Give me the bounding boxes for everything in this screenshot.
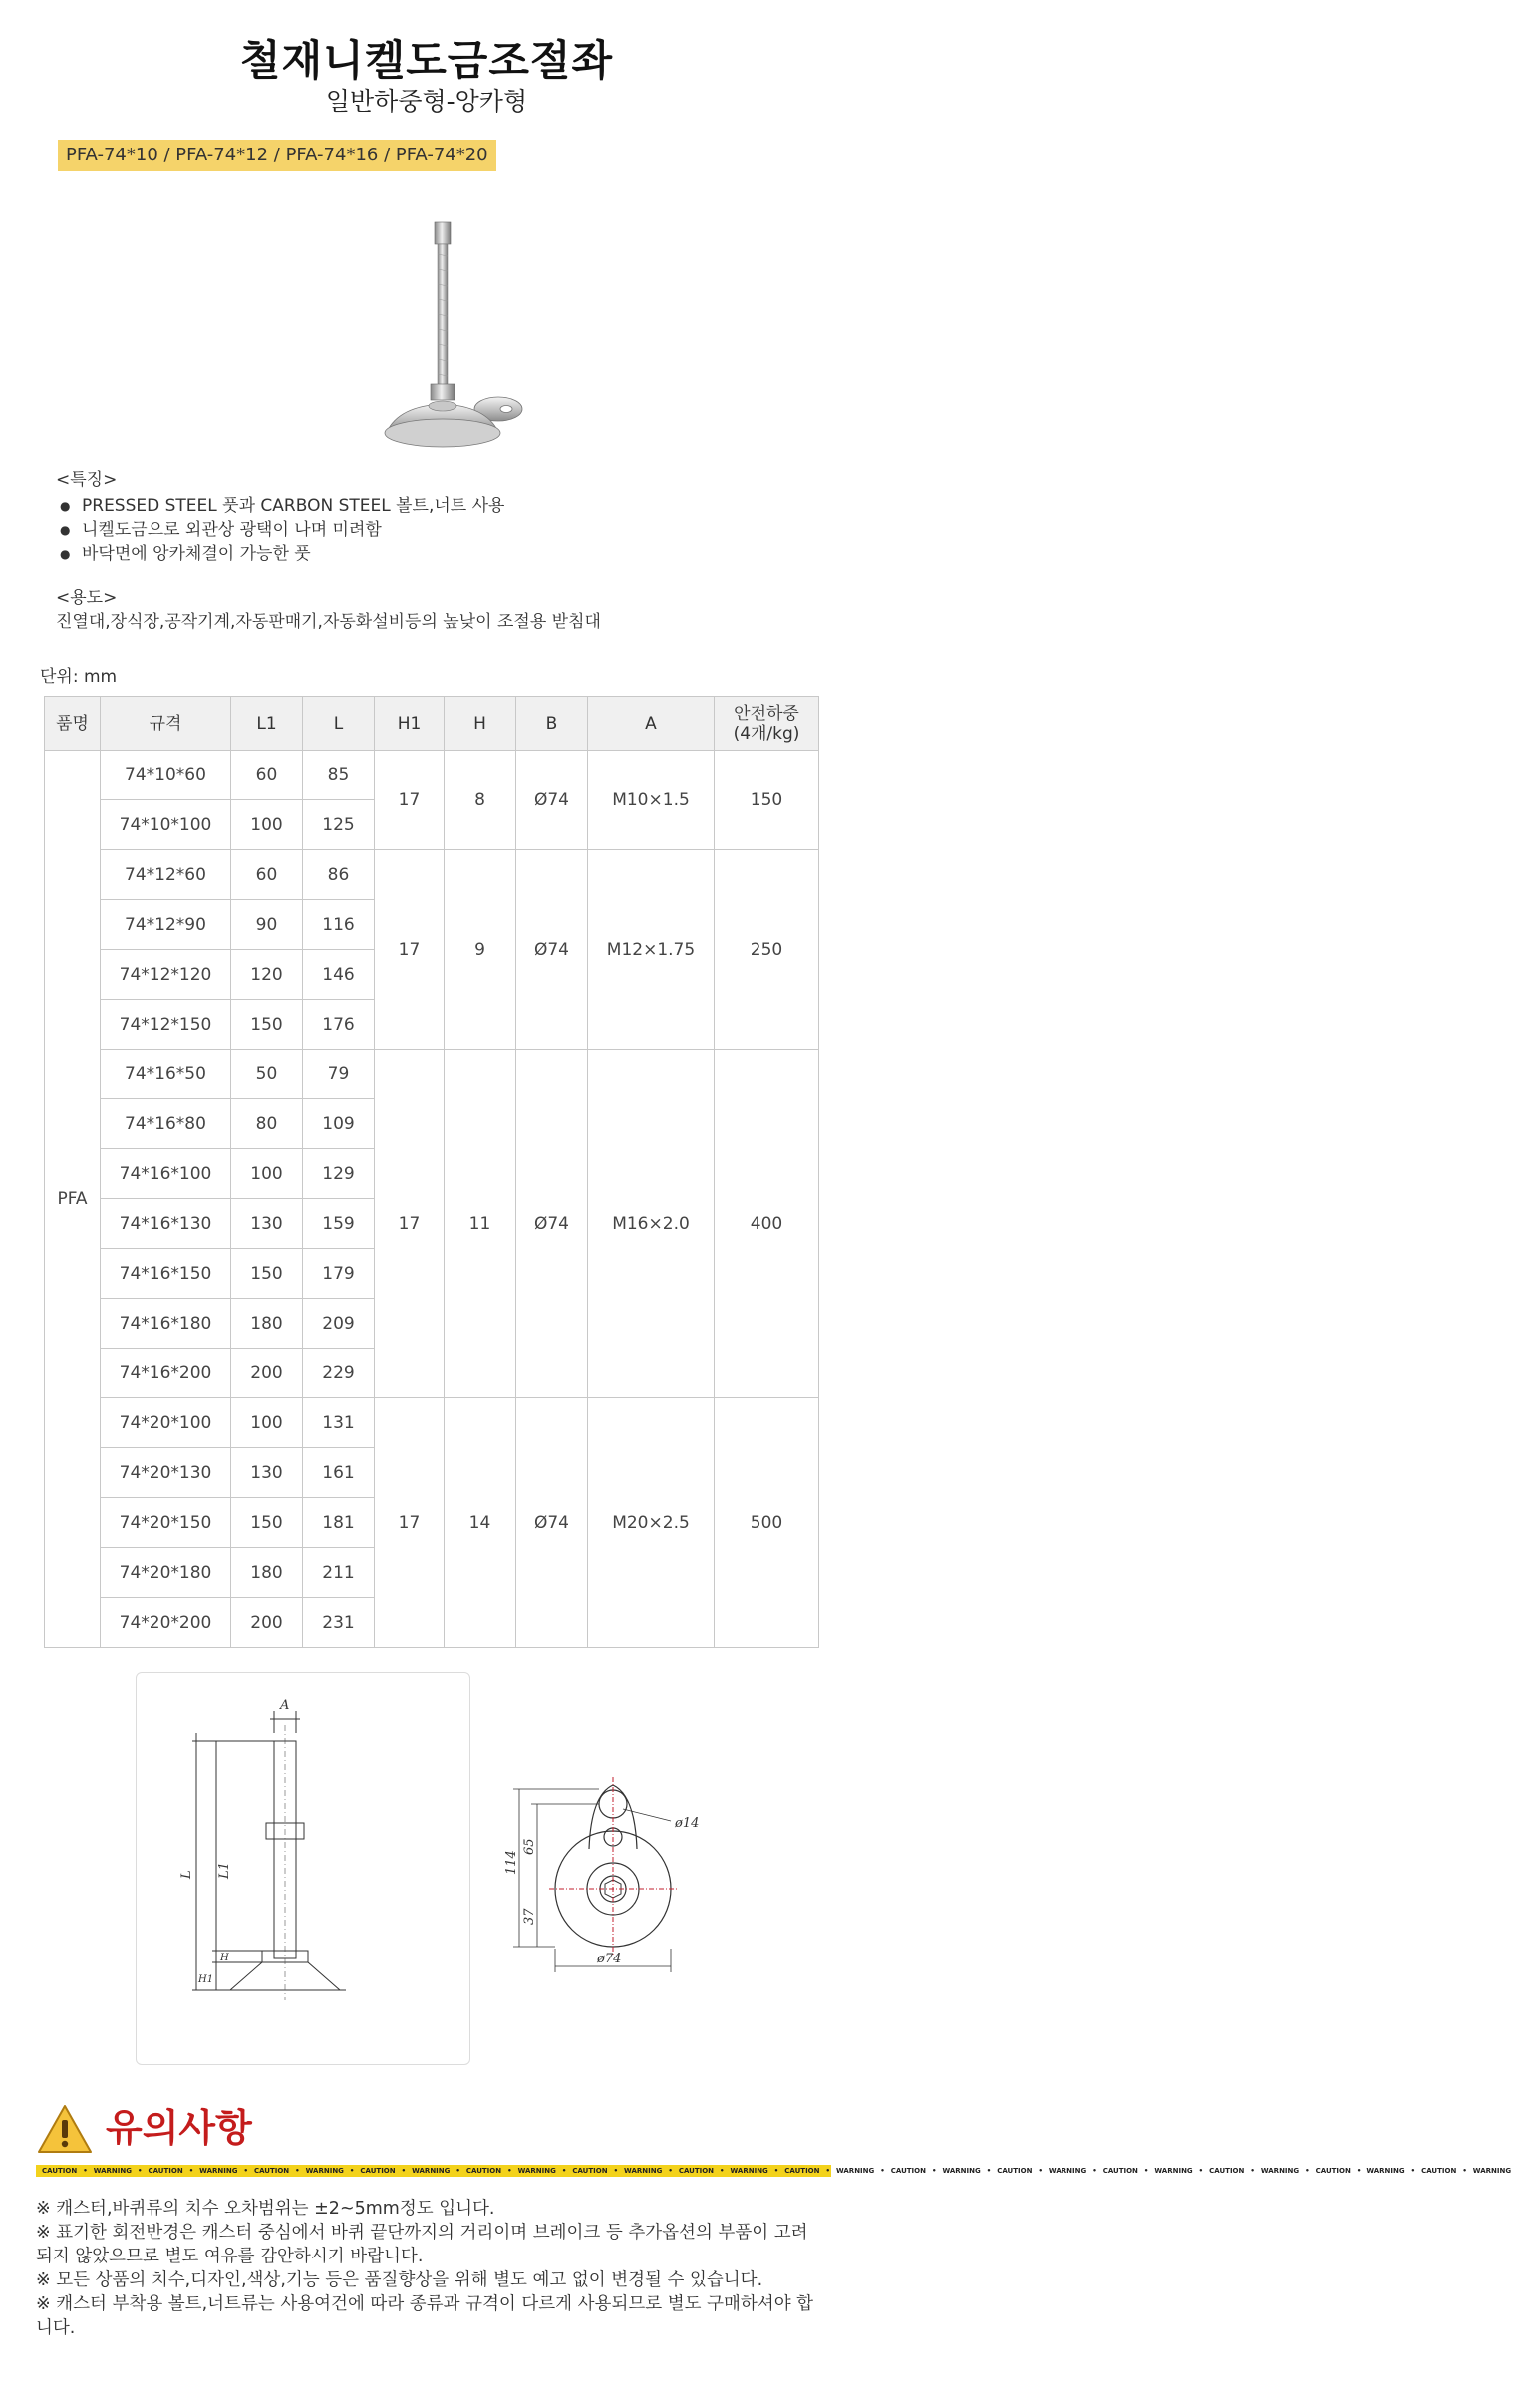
model-list-highlight: PFA-74*10 / PFA-74*12 / PFA-74*16 / PFA-74*20: [58, 140, 496, 171]
feature-item: ● PRESSED STEEL 풋과 CARBON STEEL 볼트,너트 사용: [56, 494, 504, 518]
col-header-l: L: [303, 697, 375, 751]
table-header-row: [45, 697, 819, 751]
spec-cell: 74*12*150: [101, 1000, 231, 1050]
stripe-word: CAUTION: [784, 2167, 820, 2175]
notice-line: ※ 모든 상품의 치수,디자인,색상,기능 등은 품질향상을 위해 별도 예고 없이 변경될 수 있습니다.: [36, 2270, 763, 2290]
a-cell: M10×1.5: [588, 751, 715, 850]
stripe-separator: •: [1462, 2167, 1467, 2175]
product-photo: [359, 214, 528, 458]
col-header-load: 안전하중 (4개/kg): [715, 697, 819, 751]
dim-l1-label: L1: [217, 1862, 232, 1879]
col-header-spec: 규격: [101, 697, 231, 751]
stripe-separator: •: [1250, 2167, 1255, 2175]
spec-cell: 74*12*120: [101, 950, 231, 1000]
stripe-separator: •: [349, 2167, 355, 2175]
spec-cell: 74*16*80: [101, 1099, 231, 1149]
l1-cell: 100: [231, 1398, 303, 1448]
page-subtitle: 일반하중형-앙카형: [325, 87, 528, 116]
l-cell: 229: [303, 1349, 375, 1398]
uses-text: 진열대,장식장,공작기계,자동판매기,자동화설비등의 높낮이 조절용 받침대: [56, 612, 601, 632]
h-cell: 9: [445, 850, 516, 1050]
spec-cell: 74*20*180: [101, 1548, 231, 1598]
h-cell: 14: [445, 1398, 516, 1648]
features-list: [56, 494, 504, 566]
stripe-word: CAUTION: [1315, 2167, 1351, 2175]
b-cell: Ø74: [516, 751, 588, 850]
stripe-word: CAUTION: [148, 2167, 183, 2175]
spec-cell: 74*16*100: [101, 1149, 231, 1199]
stripe-word: WARNING: [1366, 2167, 1405, 2175]
dim-d74-label: ø74: [597, 1952, 622, 1966]
dim-l-label: L: [179, 1870, 194, 1879]
l1-cell: 150: [231, 1249, 303, 1299]
col-header-l1: L1: [231, 697, 303, 751]
stripe-word: WARNING: [1260, 2167, 1300, 2175]
stripe-separator: •: [137, 2167, 143, 2175]
l1-cell: 200: [231, 1598, 303, 1648]
l1-cell: 130: [231, 1448, 303, 1498]
dim-37-label: 37: [522, 1908, 537, 1925]
stripe-word: CAUTION: [42, 2167, 78, 2175]
l1-cell: 50: [231, 1050, 303, 1099]
table-row: [45, 1398, 819, 1448]
h1-cell: 17: [375, 1398, 445, 1648]
uses-section: [56, 586, 601, 634]
warning-icon: [36, 2103, 94, 2155]
notice-line: ※ 캐스터 부착용 볼트,너트류는 사용여건에 따라 종류과 규격이 다르게 사용되므로 별도 구매하셔야 합니다.: [36, 2294, 814, 2338]
stripe-separator: •: [561, 2167, 567, 2175]
col-header-h: H: [445, 697, 516, 751]
spec-cell: 74*16*150: [101, 1249, 231, 1299]
notice-line: ※ 표기한 회전반경은 캐스터 중심에서 바퀴 끝단까지의 거리이며 브레이크 등 추가옵션의 부품이 고려되지 않았으므로 별도 여유를 감안하시기 바랍니다.: [36, 2223, 808, 2266]
stripe-word: CAUTION: [253, 2167, 290, 2175]
l1-cell: 200: [231, 1349, 303, 1398]
stripe-separator: •: [295, 2167, 300, 2175]
stripe-separator: •: [720, 2167, 725, 2175]
l1-cell: 90: [231, 900, 303, 950]
stripe-separator: •: [401, 2167, 407, 2175]
col-header-a: A: [588, 697, 715, 751]
stripe-separator: •: [243, 2167, 248, 2175]
stripe-word: CAUTION: [360, 2167, 396, 2175]
stripe-word: WARNING: [942, 2167, 981, 2175]
dim-114-label: 114: [504, 1850, 519, 1875]
h1-cell: 17: [375, 850, 445, 1050]
stripe-separator: •: [1198, 2167, 1204, 2175]
unit-label: 단위: mm: [40, 667, 118, 687]
stripe-word: WARNING: [412, 2167, 451, 2175]
spec-cell: 74*12*90: [101, 900, 231, 950]
stripe-word: CAUTION: [1102, 2167, 1138, 2175]
col-header-name: 품명: [45, 697, 101, 751]
stripe-separator: •: [613, 2167, 619, 2175]
l-cell: 146: [303, 950, 375, 1000]
stripe-word: WARNING: [517, 2167, 556, 2175]
stripe-word: CAUTION: [678, 2167, 715, 2175]
stripe-separator: •: [507, 2167, 512, 2175]
b-cell: Ø74: [516, 1398, 588, 1648]
l-cell: 159: [303, 1199, 375, 1249]
l-cell: 161: [303, 1448, 375, 1498]
stripe-word: CAUTION: [1421, 2167, 1457, 2175]
stripe-word: CAUTION: [1209, 2167, 1245, 2175]
l-cell: 211: [303, 1548, 375, 1598]
load-cell: 400: [715, 1050, 819, 1398]
dim-h1-label: H1: [198, 1974, 214, 1985]
h-cell: 11: [445, 1050, 516, 1398]
stripe-word: WARNING: [1472, 2167, 1512, 2175]
b-cell: Ø74: [516, 1050, 588, 1398]
page-title: 철재니켈도금조절좌: [239, 36, 614, 85]
spec-cell: 74*20*200: [101, 1598, 231, 1648]
stripe-separator: •: [880, 2167, 885, 2175]
top-view-drawing: [491, 1699, 721, 2028]
features-section: [56, 468, 504, 566]
stripe-word: CAUTION: [465, 2167, 502, 2175]
l1-cell: 100: [231, 800, 303, 850]
product-name-cell: PFA: [45, 751, 101, 1648]
col-header-b: B: [516, 697, 588, 751]
stripe-word: WARNING: [1154, 2167, 1193, 2175]
stripe-separator: •: [188, 2167, 194, 2175]
stripe-word: CAUTION: [997, 2167, 1033, 2175]
a-cell: M20×2.5: [588, 1398, 715, 1648]
stripe-word: WARNING: [624, 2167, 663, 2175]
l1-cell: 80: [231, 1099, 303, 1149]
stripe-separator: •: [773, 2167, 779, 2175]
l-cell: 181: [303, 1498, 375, 1548]
l1-cell: 180: [231, 1299, 303, 1349]
stripe-separator: •: [1356, 2167, 1362, 2175]
spec-cell: 74*10*60: [101, 751, 231, 800]
l-cell: 85: [303, 751, 375, 800]
spec-cell: 74*16*200: [101, 1349, 231, 1398]
l-cell: 179: [303, 1249, 375, 1299]
stripe-word: WARNING: [730, 2167, 768, 2175]
dim-d14-label: ø14: [675, 1816, 700, 1831]
uses-heading: <용도>: [56, 588, 118, 608]
table-row: [45, 850, 819, 900]
l-cell: 129: [303, 1149, 375, 1199]
stripe-word: WARNING: [93, 2167, 132, 2175]
stripe-word: WARNING: [199, 2167, 238, 2175]
stripe-separator: •: [1038, 2167, 1043, 2175]
load-cell: 500: [715, 1398, 819, 1648]
stripe-separator: •: [455, 2167, 460, 2175]
l-cell: 86: [303, 850, 375, 900]
spec-cell: 74*16*180: [101, 1299, 231, 1349]
spec-cell: 74*12*60: [101, 850, 231, 900]
spec-cell: 74*20*130: [101, 1448, 231, 1498]
a-cell: M12×1.75: [588, 850, 715, 1050]
l1-cell: 60: [231, 850, 303, 900]
notice-title: 유의사항: [106, 2106, 252, 2150]
stripe-separator: •: [83, 2167, 88, 2175]
stripe-word: CAUTION: [890, 2167, 926, 2175]
stripe-separator: •: [931, 2167, 937, 2175]
stripe-separator: •: [986, 2167, 992, 2175]
dim-h-label: H: [220, 1953, 229, 1963]
dim-a-label: A: [280, 1698, 290, 1713]
load-cell: 250: [715, 850, 819, 1050]
spec-cell: 74*16*130: [101, 1199, 231, 1249]
stripe-separator: •: [1410, 2167, 1416, 2175]
h-cell: 8: [445, 751, 516, 850]
feature-item: ● 바닥면에 앙카체결이 가능한 풋: [56, 542, 504, 566]
l-cell: 231: [303, 1598, 375, 1648]
features-heading: <특징>: [56, 470, 118, 490]
l-cell: 109: [303, 1099, 375, 1149]
stripe-separator: •: [1143, 2167, 1149, 2175]
l1-cell: 100: [231, 1149, 303, 1199]
spec-cell: 74*20*100: [101, 1398, 231, 1448]
stripe-word: WARNING: [1048, 2167, 1087, 2175]
stripe-separator: •: [1092, 2167, 1097, 2175]
spec-table: [44, 696, 819, 1648]
l1-cell: 150: [231, 1000, 303, 1050]
dim-65-label: 65: [522, 1838, 537, 1855]
stripe-word: CAUTION: [572, 2167, 608, 2175]
spec-cell: 74*16*50: [101, 1050, 231, 1099]
l-cell: 209: [303, 1299, 375, 1349]
stripe-separator: •: [825, 2167, 830, 2175]
h1-cell: 17: [375, 1050, 445, 1398]
h1-cell: 17: [375, 751, 445, 850]
l-cell: 116: [303, 900, 375, 950]
caution-warning-stripe: [36, 2165, 1512, 2177]
stripe-word: WARNING: [305, 2167, 344, 2175]
l1-cell: 120: [231, 950, 303, 1000]
stripe-word: WARNING: [835, 2167, 875, 2175]
spec-cell: 74*20*150: [101, 1498, 231, 1548]
load-cell: 150: [715, 751, 819, 850]
table-body: [45, 751, 819, 1648]
a-cell: M16×2.0: [588, 1050, 715, 1398]
notice-line: ※ 캐스터,바퀴류의 치수 오차범위는 ±2~5mm정도 입니다.: [36, 2199, 495, 2219]
b-cell: Ø74: [516, 850, 588, 1050]
l-cell: 131: [303, 1398, 375, 1448]
table-row: [45, 1050, 819, 1099]
spec-cell: 74*10*100: [101, 800, 231, 850]
stripe-separator: •: [668, 2167, 673, 2175]
col-header-h1: H1: [375, 697, 445, 751]
stripe-separator: •: [1305, 2167, 1310, 2175]
l-cell: 125: [303, 800, 375, 850]
notice-list: [36, 2197, 823, 2340]
table-row: [45, 751, 819, 800]
l1-cell: 130: [231, 1199, 303, 1249]
l-cell: 176: [303, 1000, 375, 1050]
l1-cell: 150: [231, 1498, 303, 1548]
feature-item: ● 니켈도금으로 외관상 광택이 나며 미려함: [56, 518, 504, 542]
l-cell: 79: [303, 1050, 375, 1099]
l1-cell: 60: [231, 751, 303, 800]
side-view-drawing-frame: [136, 1672, 470, 2065]
l1-cell: 180: [231, 1548, 303, 1598]
side-view-drawing: [137, 1673, 469, 2064]
